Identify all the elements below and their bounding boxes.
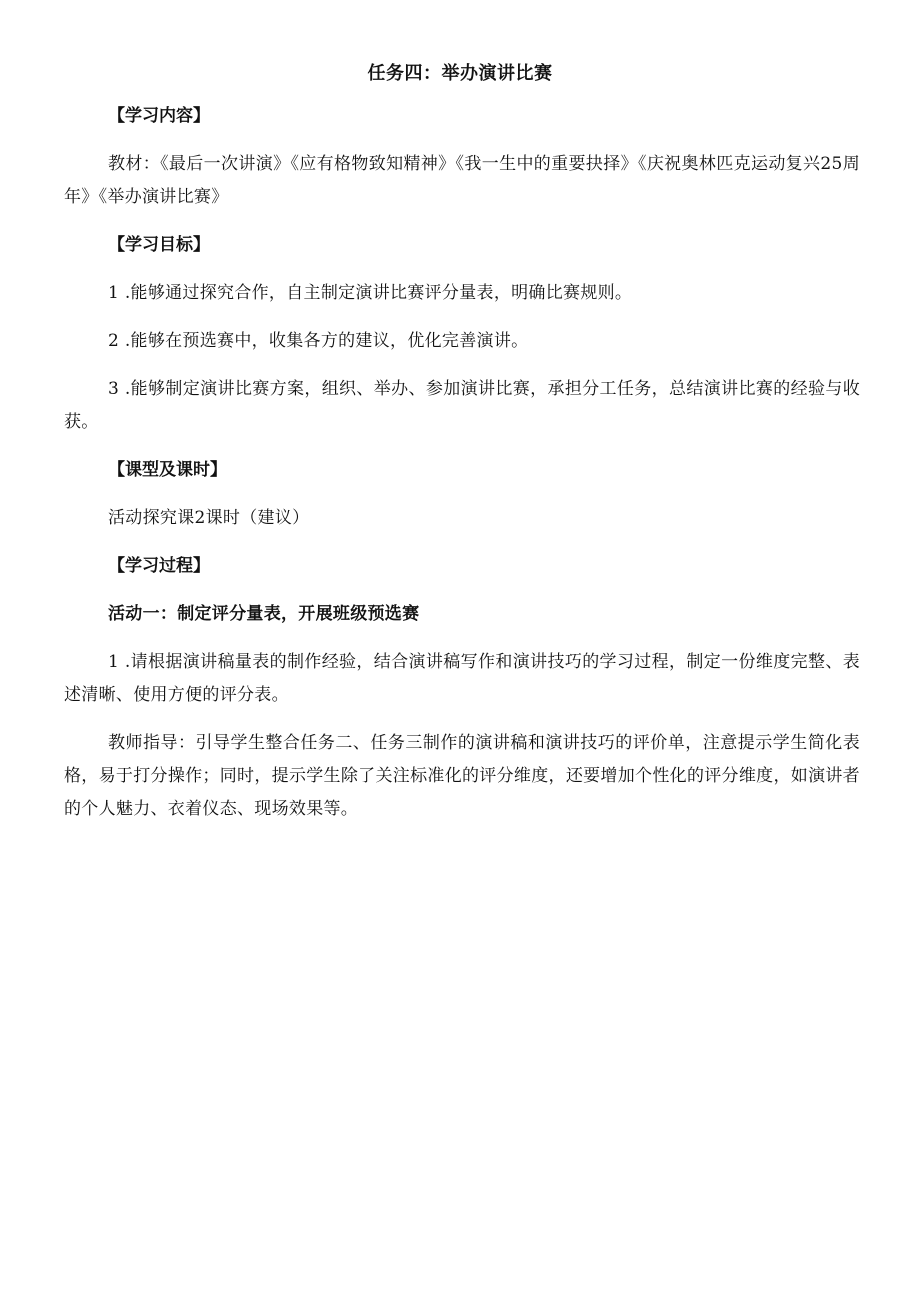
document-body [64, 100, 860, 841]
learning-goal-item: 1 .能够通过探究合作，自主制定演讲比赛评分量表，明确比赛规则。 [108, 283, 633, 303]
heading-learning-goals: 【学习目标】 [108, 235, 210, 255]
teacher-guide-text: 教师指导：引导学生整合任务二、任务三制作的演讲稿和演讲技巧的评价单，注意提示学生简化表格，易于打分操作；同时，提示学生除了关注标准化的评分维度，还要增加个性化的评分维度，如演讲者的个人魅力、衣着仪态、现场效果等。 [64, 733, 860, 819]
activity-item-1: 1 .请根据演讲稿量表的制作经验，结合演讲稿写作和演讲技巧的学习过程，制定一份维度完整、表述清晰、使用方便的评分表。 [64, 652, 860, 705]
heading-learning-process: 【学习过程】 [108, 556, 210, 576]
learning-goal-item: 3 .能够制定演讲比赛方案，组织、举办、参加演讲比赛，承担分工任务，总结演讲比赛的经验与收获。 [64, 379, 860, 432]
learning-content-text: 教材：《最后一次讲演》《应有格物致知精神》《我一生中的重要抉择》《庆祝奥林匹克运动复兴25周年》《举办演讲比赛》 [64, 154, 860, 207]
document-title: 任务四：举办演讲比赛 [367, 63, 553, 84]
learning-goal-item: 2 .能够在预选赛中，收集各方的建议，优化完善演讲。 [108, 331, 529, 351]
activity-title: 活动一：制定评分量表，开展班级预选赛 [108, 604, 420, 624]
heading-learning-content: 【学习内容】 [108, 106, 210, 126]
lesson-type-text: 活动探究课2课时（建议） [108, 508, 310, 528]
heading-lesson-type: 【课型及课时】 [108, 460, 227, 480]
